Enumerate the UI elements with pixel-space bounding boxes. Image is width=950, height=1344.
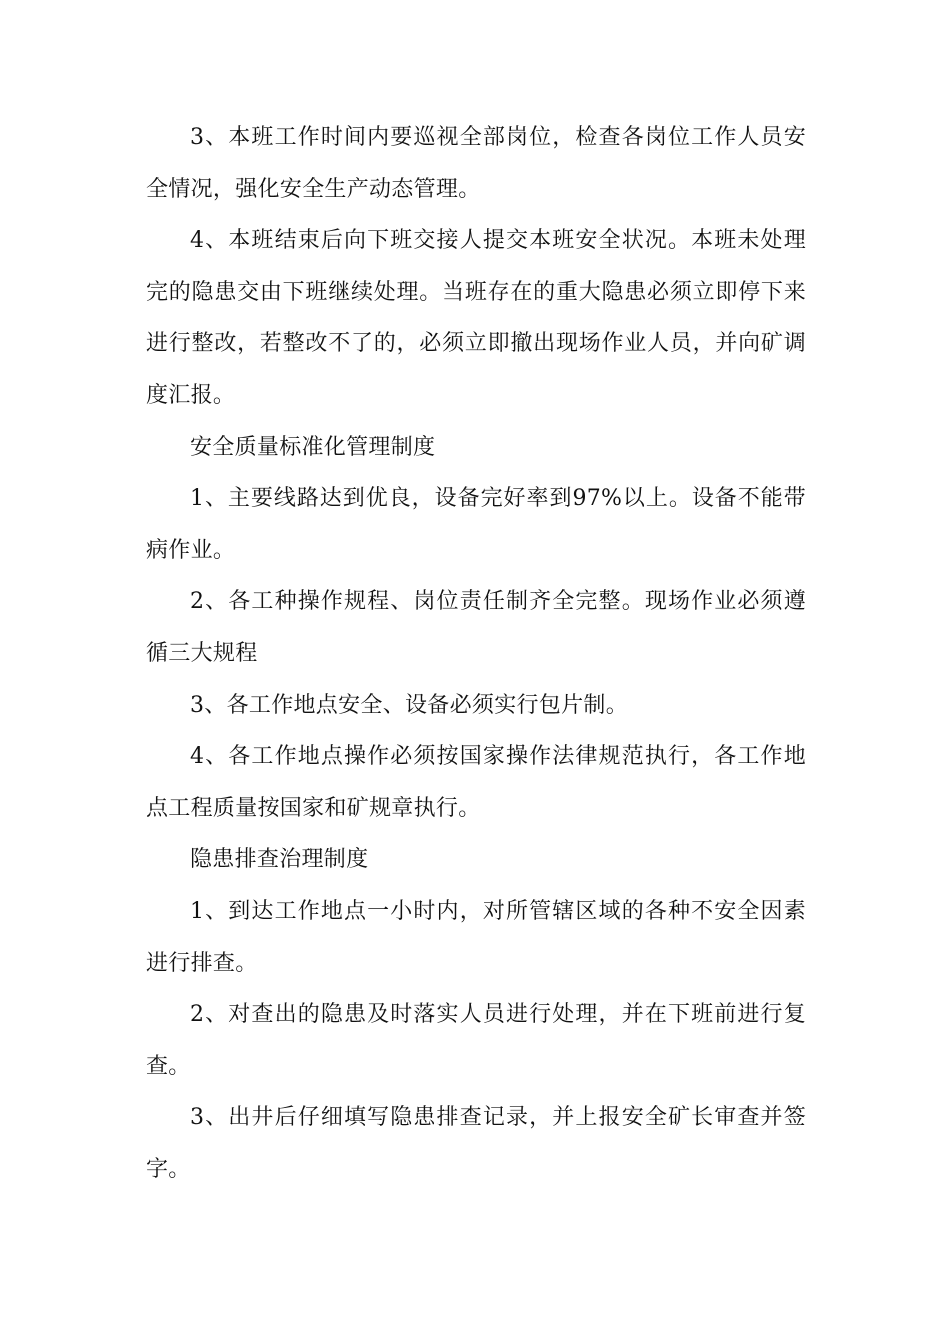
paragraph-shift-handover: 4、本班结束后向下班交接人提交本班安全状况。本班未处理完的隐患交由下班继续处理。当班存在的重大隐患必须立即停下来进行整改，若整改不了的，必须立即撤出现场作业人员，并向矿调度汇报。	[146, 228, 806, 408]
paragraph-hazard-handling: 2、对查出的隐患及时落实人员进行处理，并在下班前进行复查。	[146, 1002, 806, 1079]
paragraph-operating-rules: 2、各工种操作规程、岗位责任制齐全完整。现场作业必须遵循三大规程	[146, 589, 806, 666]
paragraph-area-responsibility: 3、各工作地点安全、设备必须实行包片制。	[190, 692, 628, 718]
paragraph-line-equipment: 1、主要线路达到优良，设备完好率到97%以上。设备不能带病作业。	[146, 486, 806, 563]
paragraph-regulation-compliance: 4、各工作地点操作必须按国家操作法律规范执行，各工作地点工程质量按国家和矿规章执行。	[146, 744, 806, 821]
section-heading-hazard-inspection: 隐患排查治理制度	[190, 847, 369, 873]
paragraph-hazard-record: 3、出井后仔细填写隐患排查记录，并上报安全矿长审查并签字。	[146, 1105, 806, 1182]
document-body	[146, 112, 806, 1195]
paragraph-hazard-check: 1、到达工作地点一小时内，对所管辖区域的各种不安全因素进行排查。	[146, 898, 806, 976]
section-heading-quality-standardization: 安全质量标准化管理制度	[190, 434, 436, 460]
paragraph-shift-patrol: 3、本班工作时间内要巡视全部岗位，检查各岗位工作人员安全情况，强化安全生产动态管理。	[146, 125, 806, 202]
